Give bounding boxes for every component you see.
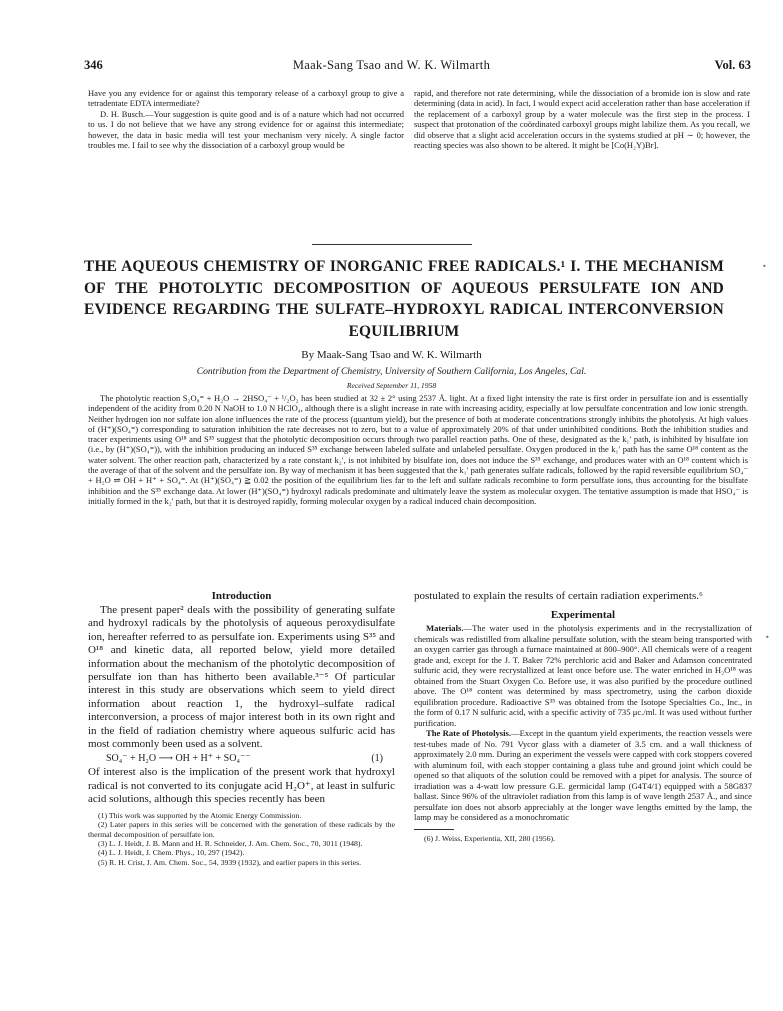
equation-1-number: (1) xyxy=(371,753,383,765)
intro-paragraph-continued: postulated to explain the results of certain radiation experiments.⁶ xyxy=(414,590,703,602)
affiliation: Contribution from the Department of Chemistry, University of Southern California, Los Angeles, Cal. xyxy=(196,366,587,377)
discussion-answer-text: —Your suggestion is quite good and is of a nature which had not occurred to us. I do not believe that we have any strong evidence for or against this intermediate; however, the data in basic media will test your mechanism very nicely. A single factor troubles me. I fail to see why the dissociation of a carboxyl group would be xyxy=(88,108,404,151)
discussion-speaker: D. H. Busch. xyxy=(100,108,146,119)
equation-1 xyxy=(88,751,395,766)
intro-paragraph-1: The present paper² deals with the possibility of generating sulfate and hydroxyl radicals by the photolysis of aqueous peroxydisulfate ion, hereafter referred to as persulfate ion. Experiments using S³⁵ and O¹⁸ and kinetic data, all reported below, yield more detailed information about the mechanism of the photolytic decomposition of persulfate ion than has hitherto been available.³⁻⁵ Of particular interest in this study are observations which seem to yield direct information about reaction 1, the hydroxyl–sulfate radical interconversion, a process of major interest both in its own right and in the field of radiation chemistry where aqueous sulfuric acid has most commonly been used as a solvent. xyxy=(88,604,395,751)
footnote-3: (3) L. J. Heidt, J. B. Mann and H. R. Schneider, J. Am. Chem. Soc., 70, 3011 (1948). xyxy=(98,838,363,848)
body-left-column xyxy=(88,590,395,867)
intro-paragraph-2: Of interest also is the implication of the present work that hydroxyl radical is not converted to its conjugate acid H₂O⁺, at least in sulfuric acid solutions, although this species recently has been xyxy=(88,766,395,806)
materials-text: —The water used in the photolysis experiments and in the recrystallization of chemicals was redistilled from alkaline persulfate solution, with the steam being transported with an oxygen carrier gas through a furnace maintained at 800–900°. All chemicals were of a reagent grade and, except for the J. T. Baker 72% perchloric acid and Baker and Adamson concentrated sulfuric acid, they were recrystallized at least once before use. The water enriched in H₂O¹⁸ was obtained from the Stuart Oxygen Co. Before use, it was also purified by the procedure outlined above. The O¹⁸ content was determined by mass spectrometry, using the carbon dioxide equilibration procedure. Radioactive S³⁵ was obtained from the Isotope Specialties Co., Inc., in the form of 0.17 N sulfuric acid, with a specific activity of 735 μc./ml. It was used without further purification. xyxy=(414,623,752,728)
section-divider xyxy=(312,244,472,245)
body-right-column xyxy=(414,590,752,843)
margin-dot-mark: • xyxy=(762,262,767,271)
footnotes-right xyxy=(414,834,752,843)
volume-label: Vol. 63 xyxy=(714,58,751,72)
page-number: 346 xyxy=(84,58,103,72)
equation-1-formula: SO₄⁻ + H₂O ⟶ OH + H⁺ + SO₄⁻⁻ xyxy=(106,753,251,765)
discussion-question: Have you any evidence for or against this temporary release of a carboxyl group to give a tetradentate EDTA intermediate? xyxy=(88,88,404,109)
footnotes-left xyxy=(88,811,395,867)
section-heading-experimental: Experimental xyxy=(550,609,616,622)
discussion-answer-continued: rapid, and therefore not rate determining, while the dissociation of a bromide ion is slow and rate determining (data in acid). In fact, I would expect acid acceleration rather than base acceleration if the replacement of a carboxyl group by a water molecule was the first step in the process. I suspect that protonation of the coördinated carboxyl groups might labilize them. As you recall, we did observe that a slight acid acceleration occurs in the systems studied at pH ∼ 0; however, the reacting species was also shown to be altered. It might be [Co(H₂Y)Br]. xyxy=(414,88,750,151)
rate-paragraph xyxy=(414,728,752,823)
byline: By Maak-Sang Tsao and W. K. Wilmarth xyxy=(301,349,482,361)
margin-dot-mark: • xyxy=(765,633,770,642)
abstract: The photolytic reaction S₂O₈⁼ + H₂O → 2HSO₄⁻ + ¹/₂O₂ has been studied at 32 ± 2° using 2537 Å. light. At a fixed light intensity the rate is first order in persulfate ion and is essentially independent of the acidity from 0.20 N NaOH to 1.0 N HClO₄, although there is a slight increase in rate with increasing acidity, especially at low persulfate concentration and low ionic strength. Neither hydrogen ion nor sulfate ion alone influences the rate of the process (quantum yield), but the presence of both at moderate concentrations strongly inhibits the photolysis. At high values of (H⁺)(SO₄⁼) corresponding to saturation inhibition the rate decreases not to zero, but to a value of approximately 20% of that under uninhibited conditions. Both the inhibition studies and tracer experiments using O¹⁸ and S³⁵ suggest that the photolytic decomposition occurs through two parallel reaction paths. One of these, designated as the k₁′ path, is inhibited by bisulfate ion (i.e., by (H⁺)(SO₄⁼)), with the inhibition producing an induced S³⁵ exchange between labeled sulfate and unlabeled persulfate. Oxygen produced in the k₁′ path has the same O¹⁸ content as the water solvent. The other reaction path, characterized by a rate constant k₂′, is not inhibited by bisulfate ion, does not induce the S³⁵ exchange, and produces water with an O¹⁸ content which is the average of that of the solvent and the persulfate ion. By way of mechanism it has been suggested that the k₁′ path generates sulfate radicals, followed by the rapid reversible equilibrium SO₄⁻ + H₂O ⇌ OH + H⁺ + SO₄⁼. At (H⁺)(SO₄⁼) ≧ 0.02 the position of the equilibrium lies far to the left and sulfate radicals recombine to form persulfate ions, thus accounting for the bisulfate inhibition and the S³⁵ exchange data. At lower (H⁺)(SO₄⁼) hydroxyl radicals predominate and ultimately leave the system as molecular oxygen. The tentative assumption is made that HSO₄⁻ is initially formed in the k₂′ path, but that it is destroyed rapidly, forming molecular oxygen by a radical induced chain decomposition. xyxy=(88,393,748,506)
rate-label: The Rate of Photolysis. xyxy=(426,728,511,739)
section-heading-introduction: Introduction xyxy=(211,590,272,602)
footnote-2: (2) Later papers in this series will be concerned with the generation of these radicals by the thermal decomposition of persulfate ion. xyxy=(88,820,395,839)
rate-text: —Except in the quantum yield experiments, the reaction vessels were test-tubes made of No. 791 Vycor glass with a diameter of 3.5 cm. and a wall thickness of approximately 2.0 mm. During an experiment the vessels were capped with cork stoppers covered with aluminum foil, with each stopper containing a glass tube and ground joint which could be opened so that aliquots of the solution could be removed with a pipet for analysis. The source of irradiation was a 4-watt low pressure G.E. germicidal lamp (G4T4/1) equipped with a 58G837 ballast. Since 96% of the ultraviolet radiation from this lamp is of wave length 2537 Å., and since persulfate ion does not absorb appreciably at the longer wave lengths emitted by the lamp, the lamp may be considered as a monochromatic xyxy=(414,728,752,823)
discussion-right-column xyxy=(414,88,750,150)
received-date: Received September 11, 1958 xyxy=(346,381,437,390)
discussion-answer xyxy=(88,109,404,151)
footnote-5: (5) R. H. Crist, J. Am. Chem. Soc., 54, 3939 (1932), and earlier papers in this series. xyxy=(98,857,362,867)
article-title: THE AQUEOUS CHEMISTRY OF INORGANIC FREE RADICALS.¹ I. THE MECHANISM OF THE PHOTOLYTIC DECOMPOSITION OF AQUEOUS PERSULFATE ION AND EVIDENCE REGARDING THE SULFATE–HYDROXYL RADICAL INTERCONVERSION EQUILIBRIUM xyxy=(84,258,724,340)
footnote-separator xyxy=(414,829,454,830)
running-header-authors: Maak-Sang Tsao and W. K. Wilmarth xyxy=(292,58,491,72)
materials-paragraph xyxy=(414,623,752,728)
footnote-4: (4) L. J. Heidt, J. Chem. Phys., 10, 297 (1942). xyxy=(98,848,245,858)
footnote-1: (1) This work was supported by the Atomic Energy Commission. xyxy=(98,810,302,820)
footnote-6: (6) J. Weiss, Experientia, XII, 280 (1956). xyxy=(424,833,556,843)
discussion-left-column xyxy=(88,88,404,150)
materials-label: Materials. xyxy=(426,623,464,634)
